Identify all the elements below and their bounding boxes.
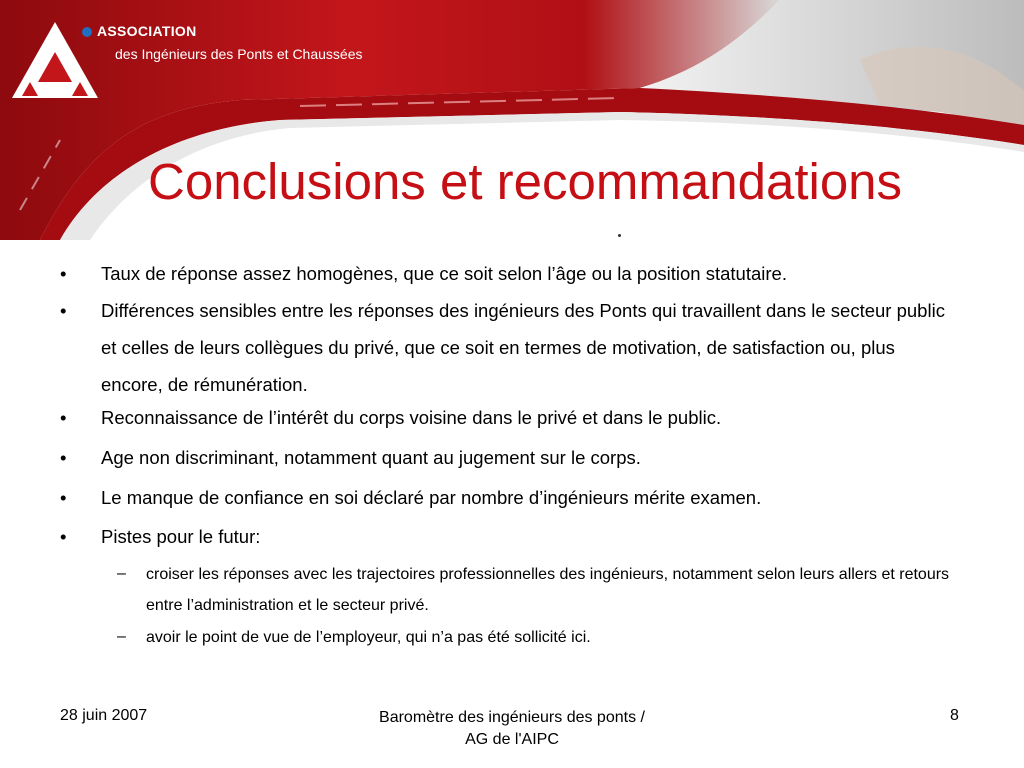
logo-dot-icon bbox=[82, 27, 92, 37]
decorative-dot bbox=[618, 234, 621, 237]
slide-title: Conclusions et recommandations bbox=[148, 153, 903, 210]
bullet-item: Pistes pour le futur: bbox=[101, 526, 261, 547]
bullet-marker: • bbox=[60, 487, 67, 508]
sub-bullet-marker: – bbox=[117, 628, 126, 645]
sub-bullet-item: avoir le point de vue de l’employeur, qui n’a pas été sollicité ici. bbox=[146, 629, 591, 646]
bullet-item: Taux de réponse assez homogènes, que ce soit selon l’âge ou la position statutaire. bbox=[101, 263, 787, 284]
footer-title: Baromètre des ingénieurs des ponts / AG de l'AIPC bbox=[379, 709, 645, 748]
org-name-line1: ASSOCIATION bbox=[97, 23, 197, 39]
bullet-item: Reconnaissance de l’intérêt du corps voisine dans le privé et dans le public. bbox=[101, 407, 722, 428]
bullet-marker: • bbox=[60, 407, 67, 428]
bullet-item: Différences sensibles entre les réponses des ingénieurs des Ponts qui travaillent dans le secteur public et celles de leurs collègues du privé, que ce soit en termes de motivation, de satisfaction ou, plus encore, de rémunération. bbox=[101, 300, 945, 395]
sub-bullet-item: croiser les réponses avec les trajectoires professionnelles des ingénieurs, notamment selon leurs allers et retours entre l’administration et le secteur privé. bbox=[146, 566, 950, 614]
bullet-marker: • bbox=[60, 300, 67, 321]
bullet-marker: • bbox=[60, 263, 67, 284]
bullet-marker: • bbox=[60, 447, 67, 468]
org-name-line2: des Ingénieurs des Ponts et Chaussées bbox=[115, 46, 363, 62]
sub-bullet-marker: – bbox=[117, 565, 126, 582]
bullet-item: Age non discriminant, notamment quant au jugement sur le corps. bbox=[101, 447, 641, 468]
slide-number: 8 bbox=[950, 707, 959, 724]
footer-date: 28 juin 2007 bbox=[60, 707, 148, 724]
bullet-marker: • bbox=[60, 526, 67, 547]
bullet-item: Le manque de confiance en soi déclaré par nombre d’ingénieurs mérite examen. bbox=[101, 487, 762, 508]
